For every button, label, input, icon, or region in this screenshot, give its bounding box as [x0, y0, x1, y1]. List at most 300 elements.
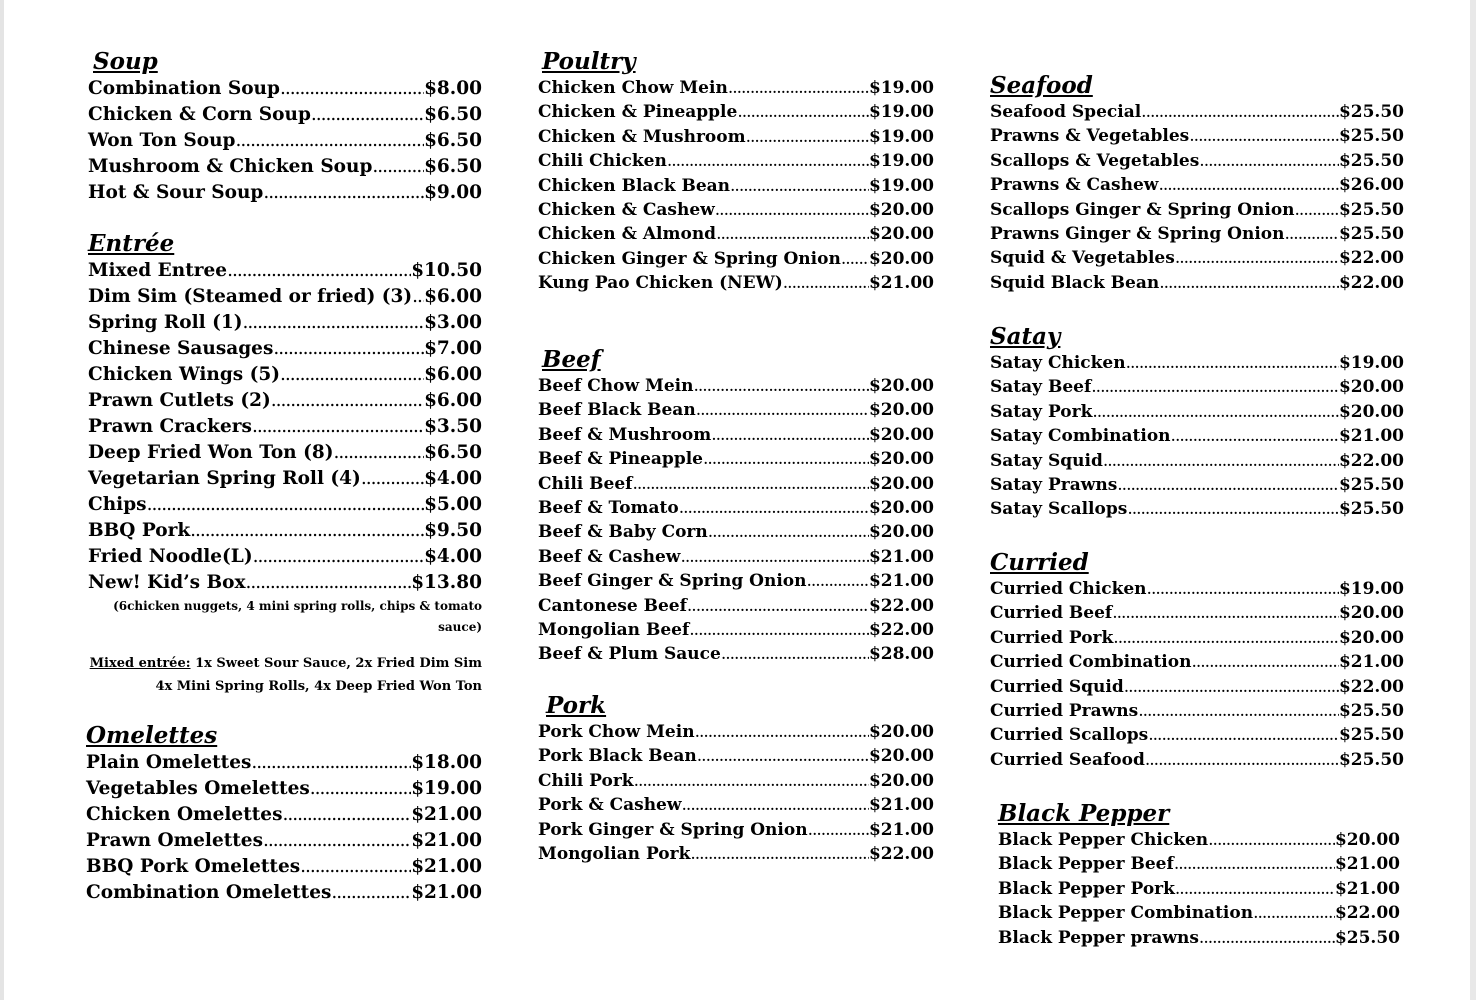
dot-leader: [1174, 852, 1335, 876]
item-name: Curried Squid: [990, 676, 1124, 697]
dot-leader: [711, 423, 869, 447]
item-name: Chips: [88, 494, 147, 515]
item-price: $21.00: [868, 546, 934, 567]
seafood-menu-item: [990, 149, 1404, 173]
dot-leader: [695, 720, 869, 744]
item-price: $10.50: [411, 260, 482, 281]
item-price: $21.00: [411, 882, 482, 903]
item-price: $3.00: [424, 312, 482, 333]
omelettes-item-list: [86, 750, 482, 906]
item-price: $6.50: [424, 156, 482, 177]
beef-menu-item: [538, 496, 934, 520]
item-name: Won Ton Soup: [88, 130, 236, 151]
item-price: $20.00: [868, 770, 934, 791]
item-name: Scallops Ginger & Spring Onion: [990, 199, 1295, 220]
black-pepper-menu-item: [998, 828, 1400, 852]
dot-leader: [1091, 375, 1339, 399]
section-title-beef: Beef: [542, 346, 601, 373]
item-price: $25.50: [1338, 749, 1404, 770]
beef-menu-item: [538, 447, 934, 471]
omelettes-menu-item: [86, 776, 482, 802]
curried-menu-item: [990, 650, 1404, 674]
item-name: Squid Black Bean: [990, 272, 1160, 293]
dot-leader: [1124, 675, 1339, 699]
dot-leader: [1191, 650, 1338, 674]
item-price: $25.50: [1338, 474, 1404, 495]
item-name: Fried Noodle(L): [88, 546, 253, 567]
section-soup: [88, 48, 482, 206]
curried-menu-item: [990, 723, 1404, 747]
item-name: Chicken Omelettes: [86, 804, 283, 825]
item-price: $19.00: [411, 778, 482, 799]
dot-leader: [243, 310, 425, 336]
section-beef: [538, 346, 934, 667]
item-price: $20.00: [868, 746, 934, 767]
pork-menu-item: [538, 842, 934, 866]
item-name: Satay Pork: [990, 401, 1093, 422]
item-name: Beef & Pineapple: [538, 449, 703, 470]
item-price: $19.00: [868, 151, 934, 172]
item-price: $3.50: [424, 416, 482, 437]
item-price: $6.50: [424, 104, 482, 125]
dot-leader: [190, 518, 424, 544]
item-price: $19.00: [1338, 579, 1404, 599]
item-price: $6.50: [424, 130, 482, 151]
item-name: Curried Prawns: [990, 700, 1139, 721]
item-price: $20.00: [1334, 830, 1400, 850]
dot-leader: [1175, 246, 1339, 270]
dot-leader: [1117, 473, 1339, 497]
beef-menu-item: [538, 642, 934, 666]
item-name: Beef Black Bean: [538, 400, 696, 421]
item-name: Prawn Cutlets (2): [88, 390, 271, 411]
section-pork: [538, 692, 934, 866]
item-name: Scallops & Vegetables: [990, 150, 1200, 171]
item-price: $25.50: [1334, 927, 1400, 948]
item-price: $20.00: [868, 497, 934, 518]
item-price: $19.00: [868, 78, 934, 98]
section-poultry: [538, 48, 934, 296]
dot-leader: [1145, 748, 1339, 772]
item-name: New! Kid’s Box: [88, 572, 246, 593]
item-name: Curried Pork: [990, 627, 1114, 648]
omelettes-menu-item: [86, 854, 482, 880]
item-name: Prawns & Cashew: [990, 175, 1159, 196]
item-name: Chicken & Corn Soup: [88, 104, 311, 125]
item-name: Black Pepper Pork: [998, 878, 1175, 899]
dot-leader: [147, 492, 425, 518]
item-price: $25.50: [1338, 126, 1404, 147]
dot-leader: [687, 594, 869, 618]
entree-menu-item: [88, 544, 482, 570]
entree-menu-item: [88, 388, 482, 414]
dot-leader: [1189, 124, 1339, 148]
omelettes-menu-item: [86, 828, 482, 854]
item-name: Satay Scallops: [990, 499, 1128, 520]
satay-menu-item: [990, 497, 1404, 521]
curried-menu-item: [990, 601, 1404, 625]
item-name: Chili Pork: [538, 770, 634, 791]
dot-leader: [667, 149, 869, 173]
dot-leader: [690, 842, 869, 866]
item-name: Chicken Chow Mein: [538, 78, 728, 98]
item-price: $25.50: [1338, 499, 1404, 520]
satay-menu-item: [990, 351, 1404, 375]
item-name: Beef & Baby Corn: [538, 522, 708, 543]
item-price: $9.00: [424, 182, 482, 203]
dot-leader: [1148, 723, 1339, 747]
dot-leader: [783, 271, 869, 295]
item-price: $20.00: [868, 449, 934, 470]
omelettes-menu-item: [86, 802, 482, 828]
item-name: Chicken & Pineapple: [538, 102, 738, 123]
black-pepper-menu-item: [998, 926, 1400, 950]
item-name: Prawn Omelettes: [86, 830, 263, 851]
item-price: $21.00: [1338, 652, 1404, 673]
dot-leader: [728, 76, 869, 100]
pork-menu-item: [538, 793, 934, 817]
dot-leader: [372, 154, 424, 180]
dot-leader: [806, 569, 868, 593]
section-seafood: [990, 72, 1404, 295]
dot-leader: [271, 388, 424, 414]
item-price: $20.00: [1338, 401, 1404, 422]
item-name: Mongolian Pork: [538, 843, 691, 864]
pork-menu-item: [538, 818, 934, 842]
entree-item-list: [88, 258, 482, 596]
item-name: Curried Scallops: [990, 725, 1149, 746]
dot-leader: [634, 769, 869, 793]
item-name: Plain Omelettes: [86, 752, 252, 773]
curried-menu-item: [990, 675, 1404, 699]
item-name: Mushroom & Chicken Soup: [88, 156, 373, 177]
entree-menu-item: [88, 440, 482, 466]
item-price: $22.00: [868, 619, 934, 640]
item-price: $19.00: [868, 126, 934, 147]
entree-menu-item: [88, 466, 482, 492]
seafood-menu-item: [990, 246, 1404, 270]
item-name: Prawns Ginger & Spring Onion: [990, 223, 1285, 244]
dot-leader: [737, 100, 869, 124]
mixed-entree-description: [88, 652, 482, 698]
entree-menu-item: [88, 570, 482, 596]
curried-menu-item: [990, 577, 1404, 601]
item-name: Deep Fried Won Ton (8): [88, 442, 334, 463]
item-name: Chinese Sausages: [88, 338, 274, 359]
item-price: $6.00: [424, 390, 482, 411]
dot-leader: [1092, 400, 1339, 424]
poultry-menu-item: [538, 76, 934, 100]
beef-menu-item: [538, 569, 934, 593]
black-pepper-menu-item: [998, 877, 1400, 901]
dot-leader: [331, 880, 411, 906]
item-price: $19.00: [1338, 353, 1404, 373]
section-title-black-pepper: Black Pepper: [998, 800, 1170, 827]
section-curried: [990, 549, 1404, 772]
omelettes-menu-item: [86, 880, 482, 906]
item-price: $26.00: [1338, 175, 1404, 196]
section-omelettes: [86, 722, 482, 906]
page-left-edge: [0, 0, 4, 1000]
dot-leader: [253, 544, 424, 570]
item-price: $20.00: [868, 199, 934, 220]
soup-menu-item: [88, 180, 482, 206]
dot-leader: [1126, 351, 1339, 375]
omelettes-menu-item: [86, 750, 482, 776]
item-name: Combination Soup: [88, 78, 280, 99]
item-name: Chili Beef: [538, 473, 633, 494]
beef-menu-item: [538, 472, 934, 496]
item-price: $22.00: [1338, 272, 1404, 293]
item-price: $21.00: [868, 795, 934, 816]
soup-item-list: [88, 76, 482, 206]
dot-leader: [1175, 877, 1335, 901]
item-price: $21.00: [868, 819, 934, 840]
seafood-menu-item: [990, 198, 1404, 222]
item-name: Curried Beef: [990, 603, 1113, 624]
dot-leader: [633, 472, 869, 496]
beef-menu-item: [538, 374, 934, 398]
item-name: Vegetables Omelettes: [86, 778, 310, 799]
item-name: Mongolian Beef: [538, 619, 690, 640]
entree-menu-item: [88, 518, 482, 544]
dot-leader: [273, 336, 424, 362]
beef-menu-item: [538, 398, 934, 422]
mixed-entree-line-1: 1x Sweet Sour Sauce, 2x Fried Dim Sim: [195, 656, 482, 671]
section-title-omelettes: Omelettes: [86, 722, 218, 749]
soup-menu-item: [88, 76, 482, 102]
dot-leader: [730, 174, 869, 198]
item-price: $13.80: [411, 572, 482, 593]
dot-leader: [280, 362, 424, 388]
section-title-seafood: Seafood: [990, 72, 1093, 99]
item-price: $25.50: [1338, 150, 1404, 171]
dot-leader: [808, 818, 869, 842]
dot-leader: [693, 374, 868, 398]
item-price: $25.50: [1338, 199, 1404, 220]
dot-leader: [1253, 901, 1335, 925]
item-name: Hot & Sour Soup: [88, 182, 264, 203]
item-price: $21.00: [868, 273, 934, 294]
dot-leader: [721, 642, 869, 666]
dot-leader: [227, 258, 411, 284]
dot-leader: [333, 440, 424, 466]
dot-leader: [682, 793, 869, 817]
item-price: $22.00: [868, 843, 934, 864]
dot-leader: [746, 125, 869, 149]
item-name: Squid & Vegetables: [990, 248, 1175, 269]
item-name: Seafood Special: [990, 102, 1142, 122]
poultry-menu-item: [538, 271, 934, 295]
item-name: Spring Roll (1): [88, 312, 243, 333]
item-name: BBQ Pork: [88, 520, 191, 541]
kids-box-note: [88, 596, 482, 638]
item-price: $18.00: [411, 752, 482, 773]
item-name: Beef & Cashew: [538, 546, 681, 567]
dot-leader: [1138, 699, 1339, 723]
dot-leader: [235, 128, 424, 154]
item-price: $21.00: [411, 804, 482, 825]
item-price: $21.00: [1334, 854, 1400, 875]
mixed-entree-label: Mixed entrée:: [89, 656, 191, 671]
item-name: Black Pepper Chicken: [998, 830, 1209, 850]
dot-leader: [697, 744, 869, 768]
dot-leader: [1158, 173, 1339, 197]
beef-menu-item: [538, 423, 934, 447]
item-price: $20.00: [868, 248, 934, 269]
dot-leader: [300, 854, 411, 880]
dot-leader: [716, 222, 869, 246]
item-name: BBQ Pork Omelettes: [86, 856, 301, 877]
pork-menu-item: [538, 720, 934, 744]
item-name: Satay Combination: [990, 426, 1171, 447]
item-price: $20.00: [868, 400, 934, 421]
dot-leader: [251, 750, 411, 776]
item-name: Black Pepper Beef: [998, 854, 1174, 875]
item-price: $6.00: [424, 286, 482, 307]
item-name: Satay Prawns: [990, 474, 1118, 495]
item-price: $22.00: [1338, 676, 1404, 697]
dot-leader: [263, 180, 424, 206]
poultry-menu-item: [538, 222, 934, 246]
seafood-menu-item: [990, 100, 1404, 124]
soup-menu-item: [88, 128, 482, 154]
entree-menu-item: [88, 310, 482, 336]
dot-leader: [1171, 424, 1339, 448]
dot-leader: [1112, 601, 1339, 625]
item-name: Satay Squid: [990, 450, 1103, 471]
poultry-menu-item: [538, 100, 934, 124]
item-name: Beef Chow Mein: [538, 376, 694, 396]
curried-menu-item: [990, 626, 1404, 650]
item-price: $20.00: [868, 224, 934, 245]
dot-leader: [696, 398, 869, 422]
dot-leader: [361, 466, 424, 492]
dot-leader: [1103, 449, 1339, 473]
item-name: Curried Chicken: [990, 579, 1147, 599]
item-name: Pork Black Bean: [538, 746, 697, 767]
item-price: $21.00: [1334, 878, 1400, 899]
item-name: Prawns & Vegetables: [990, 126, 1190, 147]
beef-menu-item: [538, 618, 934, 642]
dot-leader: [412, 284, 424, 310]
dot-leader: [1295, 198, 1339, 222]
mixed-entree-line-2: 4x Mini Spring Rolls, 4x Deep Fried Won Ton: [155, 679, 482, 694]
dot-leader: [1127, 497, 1339, 521]
item-name: Chicken & Almond: [538, 224, 717, 245]
section-title-satay: Satay: [990, 323, 1061, 350]
item-price: $21.00: [411, 856, 482, 877]
item-name: Beef & Mushroom: [538, 424, 712, 445]
item-price: $21.00: [868, 571, 934, 592]
section-title-curried: Curried: [990, 549, 1089, 576]
item-price: $25.50: [1338, 102, 1404, 122]
dot-leader: [679, 496, 869, 520]
dot-leader: [703, 447, 869, 471]
section-black-pepper: [998, 800, 1400, 950]
item-price: $20.00: [1338, 377, 1404, 398]
item-name: Pork Chow Mein: [538, 722, 695, 742]
item-price: $5.00: [424, 494, 482, 515]
entree-menu-item: [88, 362, 482, 388]
poultry-menu-item: [538, 149, 934, 173]
dot-leader: [841, 247, 869, 271]
item-name: Satay Chicken: [990, 353, 1126, 373]
beef-menu-item: [538, 594, 934, 618]
satay-menu-item: [990, 400, 1404, 424]
dot-leader: [1285, 222, 1339, 246]
item-price: $28.00: [868, 644, 934, 665]
black-pepper-menu-item: [998, 852, 1400, 876]
item-name: Chicken & Cashew: [538, 199, 715, 220]
item-name: Dim Sim (Steamed or fried) (3): [88, 286, 413, 307]
item-name: Chicken Ginger & Spring Onion: [538, 248, 841, 269]
dot-leader: [263, 828, 411, 854]
dot-leader: [1113, 626, 1339, 650]
dot-leader: [680, 545, 869, 569]
item-price: $4.00: [424, 546, 482, 567]
poultry-menu-item: [538, 125, 934, 149]
item-name: Chicken Black Bean: [538, 175, 731, 196]
seafood-menu-item: [990, 271, 1404, 295]
dot-leader: [689, 618, 869, 642]
item-name: Beef & Plum Sauce: [538, 644, 721, 665]
dot-leader: [282, 802, 411, 828]
satay-menu-item: [990, 449, 1404, 473]
soup-menu-item: [88, 102, 482, 128]
item-price: $22.00: [1334, 903, 1400, 924]
item-price: $22.00: [1338, 450, 1404, 471]
dot-leader: [1141, 100, 1339, 124]
poultry-menu-item: [538, 174, 934, 198]
item-price: $21.00: [1338, 426, 1404, 447]
kids-box-note-line-1: (6chicken nuggets, 4 mini spring rolls, chips & tomato: [113, 599, 482, 613]
section-title-entree: Entrée: [88, 230, 175, 257]
item-name: Kung Pao Chicken (NEW): [538, 273, 783, 294]
item-price: $8.00: [424, 78, 482, 99]
dot-leader: [1147, 577, 1339, 601]
pork-menu-item: [538, 744, 934, 768]
dot-leader: [1159, 271, 1339, 295]
beef-item-list: [538, 374, 934, 667]
item-name: Chicken Wings (5): [88, 364, 281, 385]
section-title-pork: Pork: [546, 692, 607, 719]
soup-menu-item: [88, 154, 482, 180]
dot-leader: [311, 102, 424, 128]
curried-item-list: [990, 577, 1404, 772]
entree-menu-item: [88, 336, 482, 362]
item-name: Curried Seafood: [990, 749, 1145, 770]
dot-leader: [310, 776, 411, 802]
section-title-poultry: Poultry: [542, 48, 636, 75]
item-price: $7.00: [424, 338, 482, 359]
item-name: Black Pepper prawns: [998, 927, 1199, 948]
curried-menu-item: [990, 748, 1404, 772]
satay-menu-item: [990, 424, 1404, 448]
dot-leader: [1208, 828, 1335, 852]
seafood-item-list: [990, 100, 1404, 295]
item-price: $21.00: [411, 830, 482, 851]
seafood-menu-item: [990, 124, 1404, 148]
item-price: $20.00: [1338, 603, 1404, 624]
dot-leader: [252, 414, 424, 440]
item-price: $9.50: [424, 520, 482, 541]
kids-box-note-line-2: sauce): [438, 620, 482, 634]
seafood-menu-item: [990, 173, 1404, 197]
page-right-edge: [1470, 0, 1476, 1000]
item-price: $19.00: [868, 175, 934, 196]
item-name: Mixed Entree: [88, 260, 228, 281]
